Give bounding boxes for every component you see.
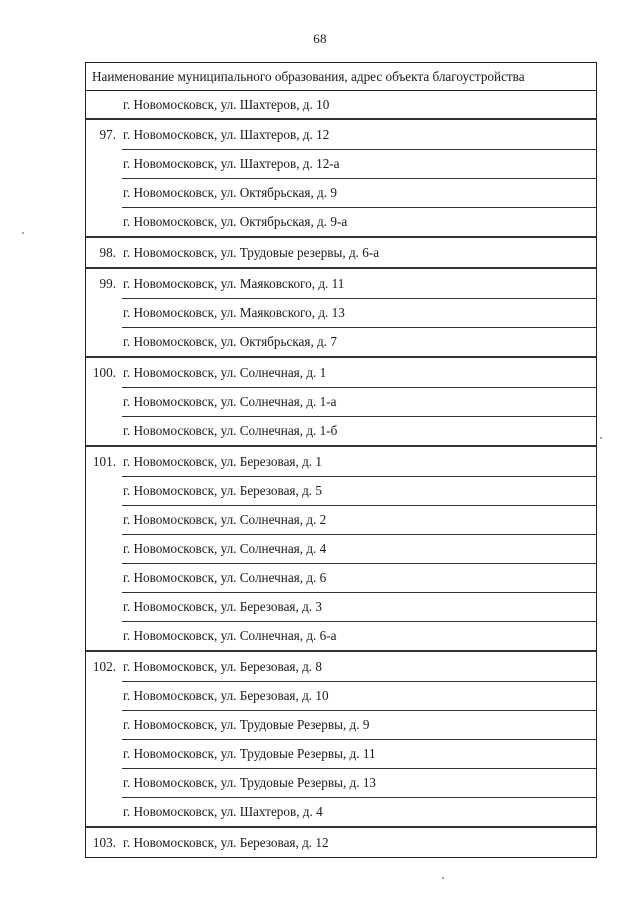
table-row [86,387,596,416]
table-row [86,238,596,267]
table-row [86,149,596,178]
table-row [86,476,596,505]
address-cell: г. Новомосковск, ул. Маяковского, д. 13 [122,298,596,328]
address-cell: г. Новомосковск, ул. Солнечная, д. 1 [122,358,596,388]
row-number: 98. [99,245,116,260]
address-cell: г. Новомосковск, ул. Березовая, д. 1 [122,447,596,477]
address-cell: г. Новомосковск, ул. Маяковского, д. 11 [122,269,596,299]
table-row [86,358,596,387]
table-row [86,298,596,327]
page-number: 68 [313,31,327,46]
row-number: 103. [92,835,116,850]
address-cell: г. Новомосковск, ул. Трудовые Резервы, д. 9 [122,710,596,740]
row-number: 99. [99,276,116,291]
address-cell: г. Новомосковск, ул. Шахтеров, д. 10 [123,97,330,112]
scan-speck [442,877,444,879]
table-row [86,505,596,534]
table-header: Наименование муниципального образования, адрес объекта благоустройства [86,63,596,91]
scan-speck [600,437,602,439]
table-row [86,207,596,236]
table-row [86,739,596,768]
table-group [86,91,596,120]
address-cell: г. Новомосковск, ул. Солнечная, д. 4 [122,534,596,564]
address-cell: г. Новомосковск, ул. Октябрьская, д. 9 [122,178,596,208]
table-row [86,652,596,681]
table-row [86,416,596,445]
table-group [86,269,596,358]
address-cell: г. Новомосковск, ул. Березовая, д. 5 [122,476,596,506]
address-cell: г. Новомосковск, ул. Октябрьская, д. 9-а [123,214,348,229]
address-cell: г. Новомосковск, ул. Шахтеров, д. 4 [123,804,323,819]
table-row [86,563,596,592]
table-group [86,828,596,857]
table-row [86,592,596,621]
address-cell: г. Новомосковск, ул. Шахтеров, д. 12-а [122,149,596,179]
address-cell: г. Новомосковск, ул. Солнечная, д. 1-а [122,387,596,417]
table-group [86,447,596,652]
address-cell: г. Новомосковск, ул. Березовая, д. 10 [122,681,596,711]
table-row [86,710,596,739]
table-group [86,120,596,238]
row-number: 102. [92,659,116,674]
table-row [86,447,596,476]
table-row [86,178,596,207]
row-number: 100. [92,365,116,380]
table-row [86,534,596,563]
address-cell: г. Новомосковск, ул. Солнечная, д. 1-б [123,423,338,438]
table-row [86,91,596,118]
table-group [86,238,596,269]
address-table [85,62,597,858]
row-number: 101. [92,454,116,469]
address-cell: г. Новомосковск, ул. Березовая, д. 8 [122,652,596,682]
table-row [86,120,596,149]
table-group [86,358,596,447]
address-cell: г. Новомосковск, ул. Березовая, д. 3 [122,592,596,622]
table-row [86,621,596,650]
address-cell: г. Новомосковск, ул. Солнечная, д. 6-а [123,628,337,643]
table-row [86,768,596,797]
table-body [86,91,596,857]
address-cell: г. Новомосковск, ул. Солнечная, д. 6 [122,563,596,593]
scan-speck [22,232,24,234]
address-cell: г. Новомосковск, ул. Шахтеров, д. 12 [122,120,596,150]
table-row [86,269,596,298]
address-cell: г. Новомосковск, ул. Трудовые резервы, д. 6-а [123,245,380,260]
table-row [86,327,596,356]
address-cell: г. Новомосковск, ул. Октябрьская, д. 7 [123,334,337,349]
table-row [86,828,596,857]
address-cell: г. Новомосковск, ул. Березовая, д. 12 [123,835,329,850]
address-cell: г. Новомосковск, ул. Трудовые Резервы, д. 13 [122,768,596,798]
table-row [86,681,596,710]
table-group [86,652,596,828]
table-row [86,797,596,826]
row-number: 97. [99,127,116,142]
address-cell: г. Новомосковск, ул. Трудовые Резервы, д. 11 [122,739,596,769]
address-cell: г. Новомосковск, ул. Солнечная, д. 2 [122,505,596,535]
